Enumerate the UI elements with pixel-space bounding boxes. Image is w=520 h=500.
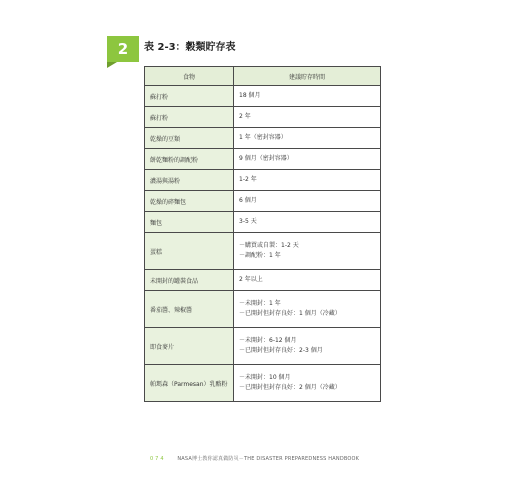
food-cell: 濃湯與湯粉 [145, 170, 234, 191]
header-food: 食物 [145, 67, 234, 86]
table-row [145, 170, 381, 191]
time-line: 6 個月 [239, 197, 257, 204]
table-row [145, 233, 381, 270]
time-cell [234, 291, 381, 328]
food-cell: 帕瑪森（Parmesan）乳酪粉 [145, 365, 234, 402]
table-row [145, 212, 381, 233]
table-row [145, 291, 381, 328]
table-header-row [145, 67, 381, 86]
table-row [145, 149, 381, 170]
time-cell [234, 365, 381, 402]
time-line: －購買或自製：1-2 天 [239, 242, 299, 249]
food-cell: 即食麥片 [145, 328, 234, 365]
time-line: －未開封：6-12 個月 [239, 337, 297, 344]
food-cell: 未開封的罐裝食品 [145, 270, 234, 291]
time-line: 1-2 年 [239, 176, 257, 183]
time-cell [234, 328, 381, 365]
time-cell [234, 170, 381, 191]
time-cell [234, 149, 381, 170]
header-storage-time: 建議貯存時間 [234, 67, 381, 86]
food-cell: 乾燥的碎麵包 [145, 191, 234, 212]
table-row [145, 128, 381, 149]
time-cell [234, 86, 381, 107]
food-cell: 蘇打粉 [145, 86, 234, 107]
food-cell: 番茄醬、辣椒醬 [145, 291, 234, 328]
book-title: NASA博士教你認真做防災－THE DISASTER PREPAREDNESS HANDBOOK [177, 456, 360, 462]
time-line: －已開封但封存良好：2-3 個月 [239, 347, 323, 354]
food-cell: 蛋糕 [145, 233, 234, 270]
time-cell [234, 191, 381, 212]
time-line: －未開封：1 年 [239, 300, 281, 307]
table-row [145, 86, 381, 107]
time-cell [234, 270, 381, 291]
table-title: 表 2-3：穀類貯存表 [144, 42, 236, 53]
time-line: －未開封：10 個月 [239, 374, 291, 381]
food-cell: 麵包 [145, 212, 234, 233]
food-cell: 蘇打粉 [145, 107, 234, 128]
time-line: －調配粉：1 年 [239, 252, 281, 259]
storage-table [144, 66, 381, 402]
chapter-number-badge: 2 [107, 36, 139, 62]
table-row [145, 270, 381, 291]
table-row [145, 107, 381, 128]
time-cell [234, 233, 381, 270]
time-cell [234, 212, 381, 233]
time-line: 18 個月 [239, 92, 261, 99]
table-row [145, 328, 381, 365]
page-footer [150, 455, 359, 462]
time-line: 9 個月（密封容器） [239, 155, 293, 162]
time-cell [234, 128, 381, 149]
time-line: 2 年 [239, 113, 251, 120]
table-row [145, 365, 381, 402]
food-cell: 乾燥的豆類 [145, 128, 234, 149]
time-line: －已開封但封存良好：2 個月（冷藏） [239, 384, 341, 391]
food-cell: 餅乾麵粉的調配粉 [145, 149, 234, 170]
table-row [145, 191, 381, 212]
time-line: 2 年以上 [239, 276, 263, 283]
time-line: 3-5 天 [239, 218, 257, 225]
time-cell [234, 107, 381, 128]
time-line: －已開封但封存良好：1 個月（冷藏） [239, 310, 341, 317]
page-number: 074 [150, 456, 166, 462]
time-line: 1 年（密封容器） [239, 134, 287, 141]
